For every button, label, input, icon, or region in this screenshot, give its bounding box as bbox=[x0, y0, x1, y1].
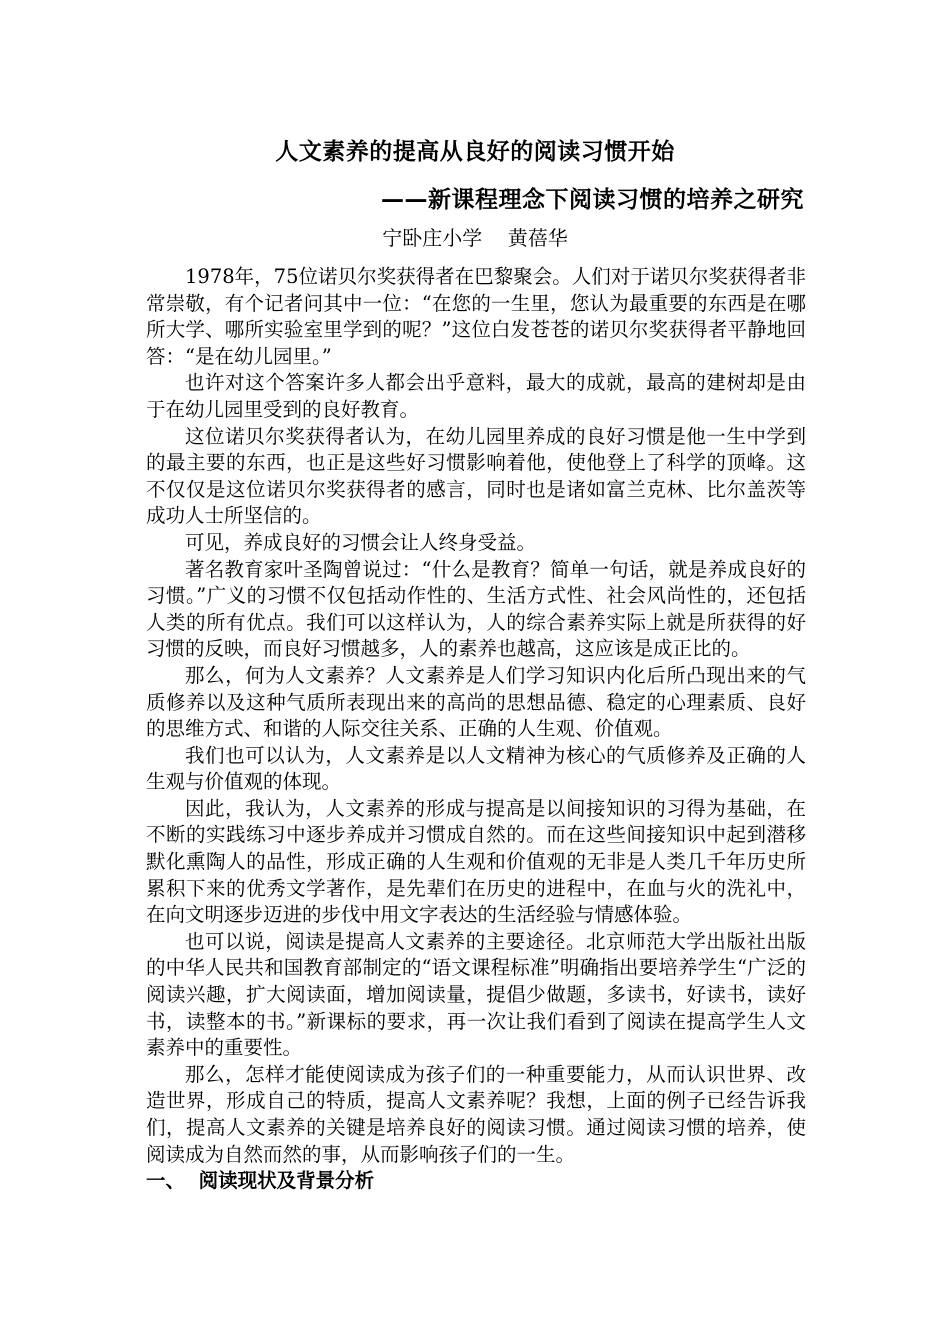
paragraph: 也可以说，阅读是提高人文素养的主要途径。北京师范大学出版社出版的中华人民共和国教育部制定的“语文课程标准”明确指出要培养学生“广泛的阅读兴趣，扩大阅读面，增加阅读量，提倡少做题，多读书，好读书，读好书，读整本的书。”新课标的要求，再一次让我们看到了阅读在提高学生人文素养中的重要性。 bbox=[146, 929, 806, 1060]
paragraph: 可见，养成良好的习惯会让人终身受益。 bbox=[185, 530, 537, 554]
paragraph: 也许对这个答案许多人都会出乎意料，最大的成就，最高的建树却是由于在幼儿园里受到的良好教育。 bbox=[146, 371, 806, 421]
document-subtitle: ——新课程理念下阅读习惯的培养之研究 bbox=[381, 187, 804, 213]
paragraph: 1978年，75位诺贝尔奖获得者在巴黎聚会。人们对于诺贝尔奖获得者非常崇敬，有个记者问其中一位：“在您的一生里，您认为最重要的东西是在哪所大学、哪所实验室里学到的呢？”这位白发苍苍的诺贝尔奖获得者平静地回答：“是在幼儿园里。” bbox=[146, 265, 806, 368]
paragraph: 那么，怎样才能使阅读成为孩子们的一种重要能力，从而认识世界、改造世界，形成自己的特质，提高人文素养呢？我想，上面的例子已经告诉我们，提高人文素养的关键是培养良好的阅读习惯。通过阅读习惯的培养，使阅读成为自然而然的事，从而影响孩子们的一生。 bbox=[146, 1062, 806, 1166]
paragraph: 那么，何为人文素养？人文素养是人们学习知识内化后所凸现出来的气质修养以及这种气质所表现出来的高尚的思想品德、稳定的心理素质、良好的思维方式、和谐的人际交往关系、正确的人生观、价值观。 bbox=[146, 663, 806, 741]
author-line: 宁卧庄小学 黄蓓华 bbox=[382, 226, 568, 250]
paragraph: 我们也可以认为，人文素养是以人文精神为核心的气质修养及正确的人生观与价值观的体现。 bbox=[146, 743, 806, 794]
paragraph: 这位诺贝尔奖获得者认为，在幼儿园里养成的良好习惯是他一生中学到的最主要的东西，也正是这些好习惯影响着他，使他登上了科学的顶峰。这不仅仅是这位诺贝尔奖获得者的感言，同时也是诸如富兰克林、比尔盖茨等成功人士所坚信的。 bbox=[146, 424, 806, 528]
document-title: 人文素养的提高从良好的阅读习惯开始 bbox=[275, 139, 675, 165]
body-text bbox=[146, 264, 806, 1195]
section-heading: 一、 阅读现状及背景分析 bbox=[146, 1169, 375, 1193]
paragraph: 著名教育家叶圣陶曾说过：“什么是教育？简单一句话，就是养成良好的习惯。”广义的习惯不仅包括动作性的、生活方式性、社会风尚性的，还包括人类的所有优点。我们可以这样认为，人的综合素养实际上就是所获得的好习惯的反映，而良好习惯越多，人的素养也越高，这应该是成正比的。 bbox=[146, 557, 806, 661]
paragraph: 因此，我认为，人文素养的形成与提高是以间接知识的习得为基础，在不断的实践练习中逐步养成并习惯成自然的。而在这些间接知识中起到潜移默化熏陶人的品性，形成正确的人生观和价值观的无非是人类几千年历史所累积下来的优秀文学著作，是先辈们在历史的进程中，在血与火的洗礼中，在向文明逐步迈进的步伐中用文字表达的生活经验与情感体验。 bbox=[146, 796, 806, 927]
